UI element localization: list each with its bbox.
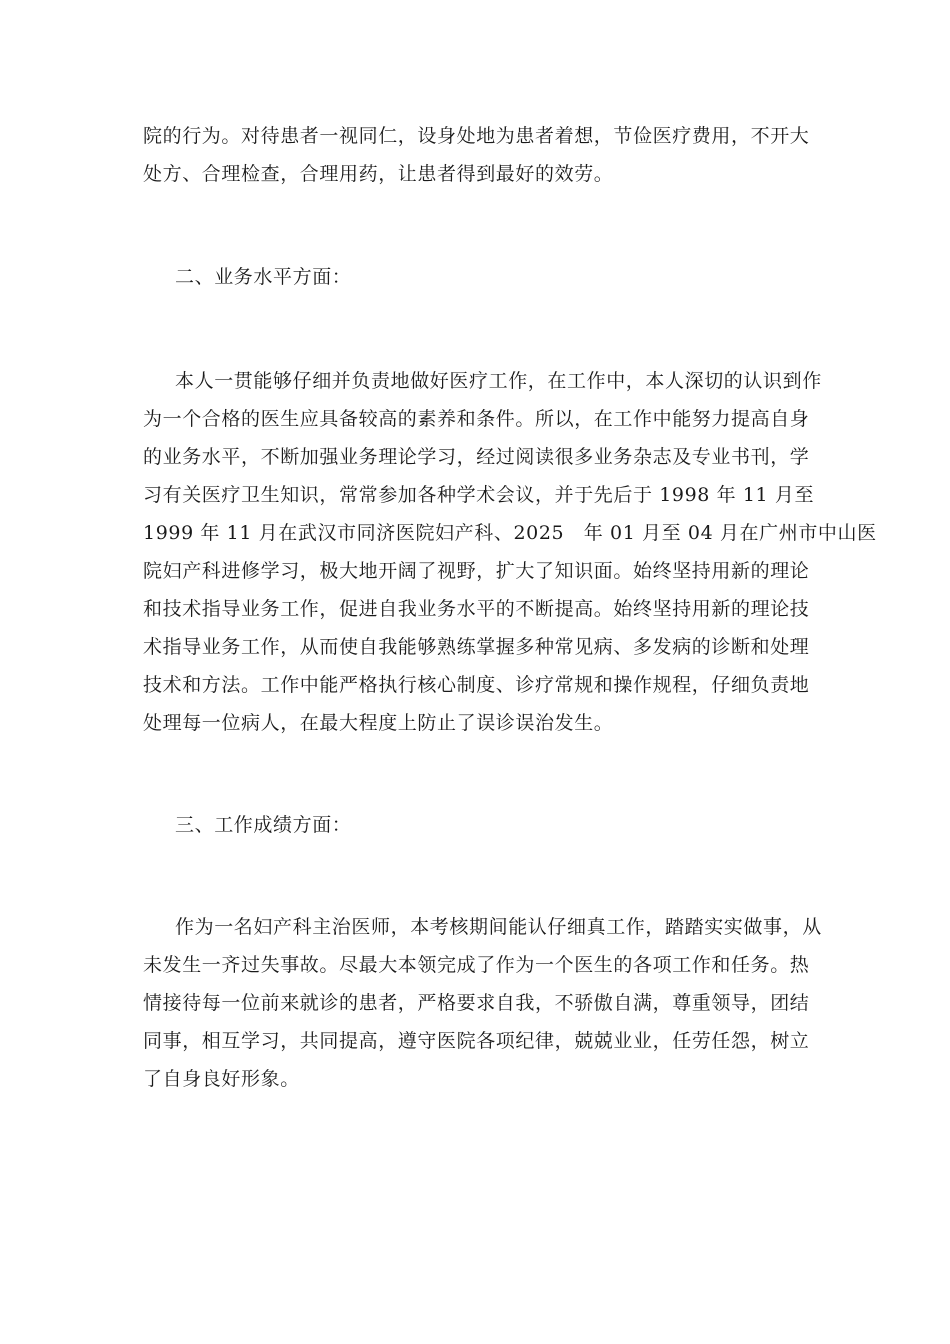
paragraph-line: 作为一名妇产科主治医师，本考核期间能认仔细真工作，踏踏实实做事，从 xyxy=(175,916,822,938)
paragraph-line: 本人一贯能够仔细并负责地做好医疗工作，在工作中，本人深切的认识到作 xyxy=(175,370,822,392)
section-heading: 三、工作成绩方面： xyxy=(175,814,352,836)
paragraph-line: 术指导业务工作，从而使自我能够熟练掌握多种常见病、多发病的诊断和处理 xyxy=(143,636,810,658)
paragraph-line: 为一个合格的医生应具备较高的素养和条件。所以，在工作中能努力提高自身 xyxy=(143,408,810,430)
paragraph-line: 技术和方法。工作中能严格执行核心制度、诊疗常规和操作规程，仔细负责地 xyxy=(143,674,810,696)
paragraph-line: 院妇产科进修学习，极大地开阔了视野，扩大了知识面。始终坚持用新的理论 xyxy=(143,560,810,582)
paragraph-line: 和技术指导业务工作，促进自我业务水平的不断提高。始终坚持用新的理论技 xyxy=(143,598,810,620)
paragraph-line: 院的行为。对待患者一视同仁，设身处地为患者着想，节俭医疗费用，不开大 xyxy=(143,125,810,147)
section-heading: 二、业务水平方面： xyxy=(175,266,352,288)
paragraph-line: 处方、合理检查，合理用药，让患者得到最好的效劳。 xyxy=(143,163,614,185)
paragraph-line: 习有关医疗卫生知识，常常参加各种学术会议，并于先后于 1998 年 11 月至 xyxy=(143,484,815,506)
paragraph-line: 未发生一齐过失事故。尽最大本领完成了作为一个医生的各项工作和任务。热 xyxy=(143,954,810,976)
paragraph-line: 1999 年 11 月在武汉市同济医院妇产科、2025 年 01 月至 04 月在广州市中山医 xyxy=(143,522,877,544)
paragraph-line: 情接待每一位前来就诊的患者，严格要求自我，不骄傲自满，尊重领导，团结 xyxy=(143,992,810,1014)
paragraph-line: 同事，相互学习，共同提高，遵守医院各项纪律，兢兢业业，任劳任怨，树立 xyxy=(143,1030,810,1052)
paragraph-line: 了自身良好形象。 xyxy=(143,1068,300,1090)
paragraph-line: 处理每一位病人，在最大程度上防止了误诊误治发生。 xyxy=(143,712,614,734)
paragraph-line: 的业务水平，不断加强业务理论学习，经过阅读很多业务杂志及专业书刊，学 xyxy=(143,446,810,468)
